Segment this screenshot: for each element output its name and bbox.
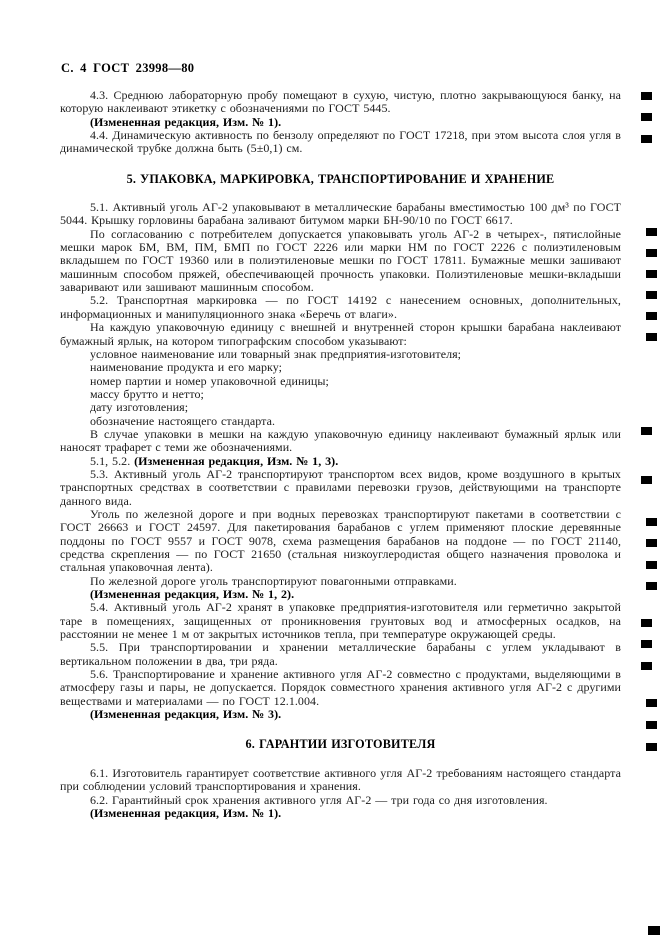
amendment-note-6-2: (Измененная редакция, Изм. № 1).: [90, 805, 282, 820]
page-header: С. 4 ГОСТ 23998—80: [61, 61, 195, 75]
scan-artifact-mark: [646, 721, 657, 729]
scan-artifact-mark: [646, 270, 657, 278]
scan-artifact-mark: [646, 291, 657, 299]
scan-artifact-mark: [641, 427, 652, 435]
paragraph-5-2-bags: В случае упаковки в мешки на каждую упаковочную единицу наклеивают бумажный ярлык или наносят трафарет с теми же обозначениями.: [60, 426, 621, 455]
section-5-title: 5. УПАКОВКА, МАРКИРОВКА, ТРАНСПОРТИРОВАНИЕ И ХРАНЕНИЕ: [126, 171, 555, 186]
scan-artifact-mark: [641, 135, 652, 143]
scan-artifact-mark: [646, 249, 657, 257]
label-item: массу брутто и нетто;: [90, 386, 204, 401]
scan-artifact-mark: [648, 926, 660, 935]
paragraph-5-4: 5.4. Активный уголь АГ-2 хранят в упаковке предприятия-изготовителя или герметично закрытой таре в помещениях, защищенных от проникновения грунтовых вод и атмосферных осадков, на расстоянии не менее 1 м от закрытых источников тепла, при температуре окружающей среды.: [60, 600, 621, 642]
paragraph-4-4: 4.4. Динамическую активность по бензолу определяют по ГОСТ 17218, при этом высота слоя угля в динамической трубке должна быть (5±0,1) см.: [60, 128, 621, 156]
paragraph-6-1: 6.1. Изготовитель гарантирует соответствие активного угля АГ-2 требованиям настоящего стандарта при соблюдении условий транспортирования и хранения.: [60, 765, 621, 794]
paragraph-5-1-consent: По согласованию с потребителем допускается упаковывать уголь АГ-2 в четырех-, пятислойные мешки марок БМ, ВМ, ПМ, БМП по ГОСТ 2226 или марки НМ по ГОСТ 2226 с полиэтиленовым вкладышем по ГОСТ 19360 или в полиэтиленовые мешки по ГОСТ 17811. Бумажные мешки зашивают машинным способом пряжей, обеспечивающей прочность упаковки. Полиэтиленовые мешки-вкладыши заваривают или зашивают машинным способом.: [60, 226, 621, 295]
section-6-title: 6. ГАРАНТИИ ИЗГОТОВИТЕЛЯ: [245, 737, 436, 752]
scan-artifact-mark: [646, 518, 657, 526]
document-content: [60, 89, 621, 820]
scan-artifact-mark: [646, 312, 657, 320]
amendment-note-4-3: (Измененная редакция, Изм. № 1).: [90, 114, 282, 129]
label-item: наименование продукта и его марку;: [90, 360, 283, 375]
scan-artifact-mark: [641, 113, 652, 121]
label-item: обозначение настоящего стандарта.: [90, 413, 275, 428]
scan-artifact-mark: [646, 561, 657, 569]
scan-artifact-mark: [646, 582, 657, 590]
scan-artifact-mark: [646, 539, 657, 547]
paragraph-5-3-wagon: По железной дороге уголь транспортируют повагонными отправками.: [90, 573, 457, 588]
scan-artifact-mark: [641, 662, 652, 670]
paragraph-5-3: 5.3. Активный уголь АГ-2 транспортируют транспортом всех видов, кроме воздушного в крытых транспортных средствах в соответствии с правилами перевозки грузов, действующими на транспорте данного вида.: [60, 466, 621, 508]
label-item: номер партии и номер упаковочной единицы;: [90, 373, 329, 388]
label-item: условное наименование или товарный знак предприятия-изготовителя;: [90, 346, 462, 361]
paragraph-5-5: 5.5. При транспортировании и хранении металлические барабаны с углем укладывают в вертикальном положении в два, три ряда.: [60, 640, 621, 668]
paragraph-5-2-label-intro: На каждую упаковочную единицу с внешней и внутренней сторон крышки барабана наклеивают бумажный ярлык, на котором типографским способом указывают:: [60, 320, 621, 348]
paragraph-5-3-rail: Уголь по железной дороге и при водных перевозках транспортируют пакетами в соответствии с ГОСТ 26663 и ГОСТ 24597. Для пакетирования барабанов с углем применяют плоские деревянные поддоны по ГОСТ 9557 и ГОСТ 9078, схема размещения барабанов на поддоне — по ГОСТ 21140, средства скрепления — по ГОСТ 21650 (стальная низкоуглеродистая общего назначения проволока и стальная упаковочная лента).: [60, 506, 621, 575]
amendment-clause-ref: 5.1, 5.2.: [90, 453, 135, 468]
paragraph-5-1: 5.1. Активный уголь АГ-2 упаковывают в металлические барабаны вместимостью 100 дм³ по ГОСТ 5044. Крышку горловины барабана заливают битумом марки БН-90/10 по ГОСТ 6617.: [60, 200, 621, 228]
label-item: дату изготовления;: [90, 400, 189, 415]
scan-artifact-mark: [646, 699, 657, 707]
amendment-text: (Измененная редакция, Изм. № 1, 3).: [134, 453, 339, 468]
paragraph-4-3: 4.3. Среднюю лабораторную пробу помещают в сухую, чистую, плотно закрывающуюся банку, на которую наклеивают этикетку с обозначениями по ГОСТ 5445.: [60, 88, 621, 116]
amendment-note-5-3: (Измененная редакция, Изм. № 1, 2).: [90, 587, 295, 602]
scan-artifact-mark: [641, 476, 652, 484]
scan-artifact-mark: [641, 619, 652, 627]
paragraph-6-2: 6.2. Гарантийный срок хранения активного угля АГ-2 — три года со дня изготовления.: [90, 792, 548, 807]
amendment-note-5-6: (Измененная редакция, Изм. № 3).: [90, 707, 282, 722]
paragraph-5-6: 5.6. Транспортирование и хранение активного угля АГ-2 совместно с продуктами, выделяющими в атмосферу газы и пары, не допускается. Порядок совместного хранения активного угля АГ-2 с другими веществами и материалами — по ГОСТ 12.1.004.: [60, 667, 621, 708]
scan-artifact-mark: [646, 333, 657, 341]
paragraph-5-2: 5.2. Транспортная маркировка — по ГОСТ 14192 с нанесением основных, дополнительных, информационных и манипуляционного знака «Беречь от влаги».: [60, 293, 621, 321]
scan-artifact-mark: [641, 640, 652, 648]
scan-artifact-mark: [641, 92, 652, 100]
scan-artifact-mark: [646, 228, 657, 236]
amendment-note-5-1-5-2: [60, 455, 621, 468]
scan-artifact-mark: [646, 743, 657, 751]
